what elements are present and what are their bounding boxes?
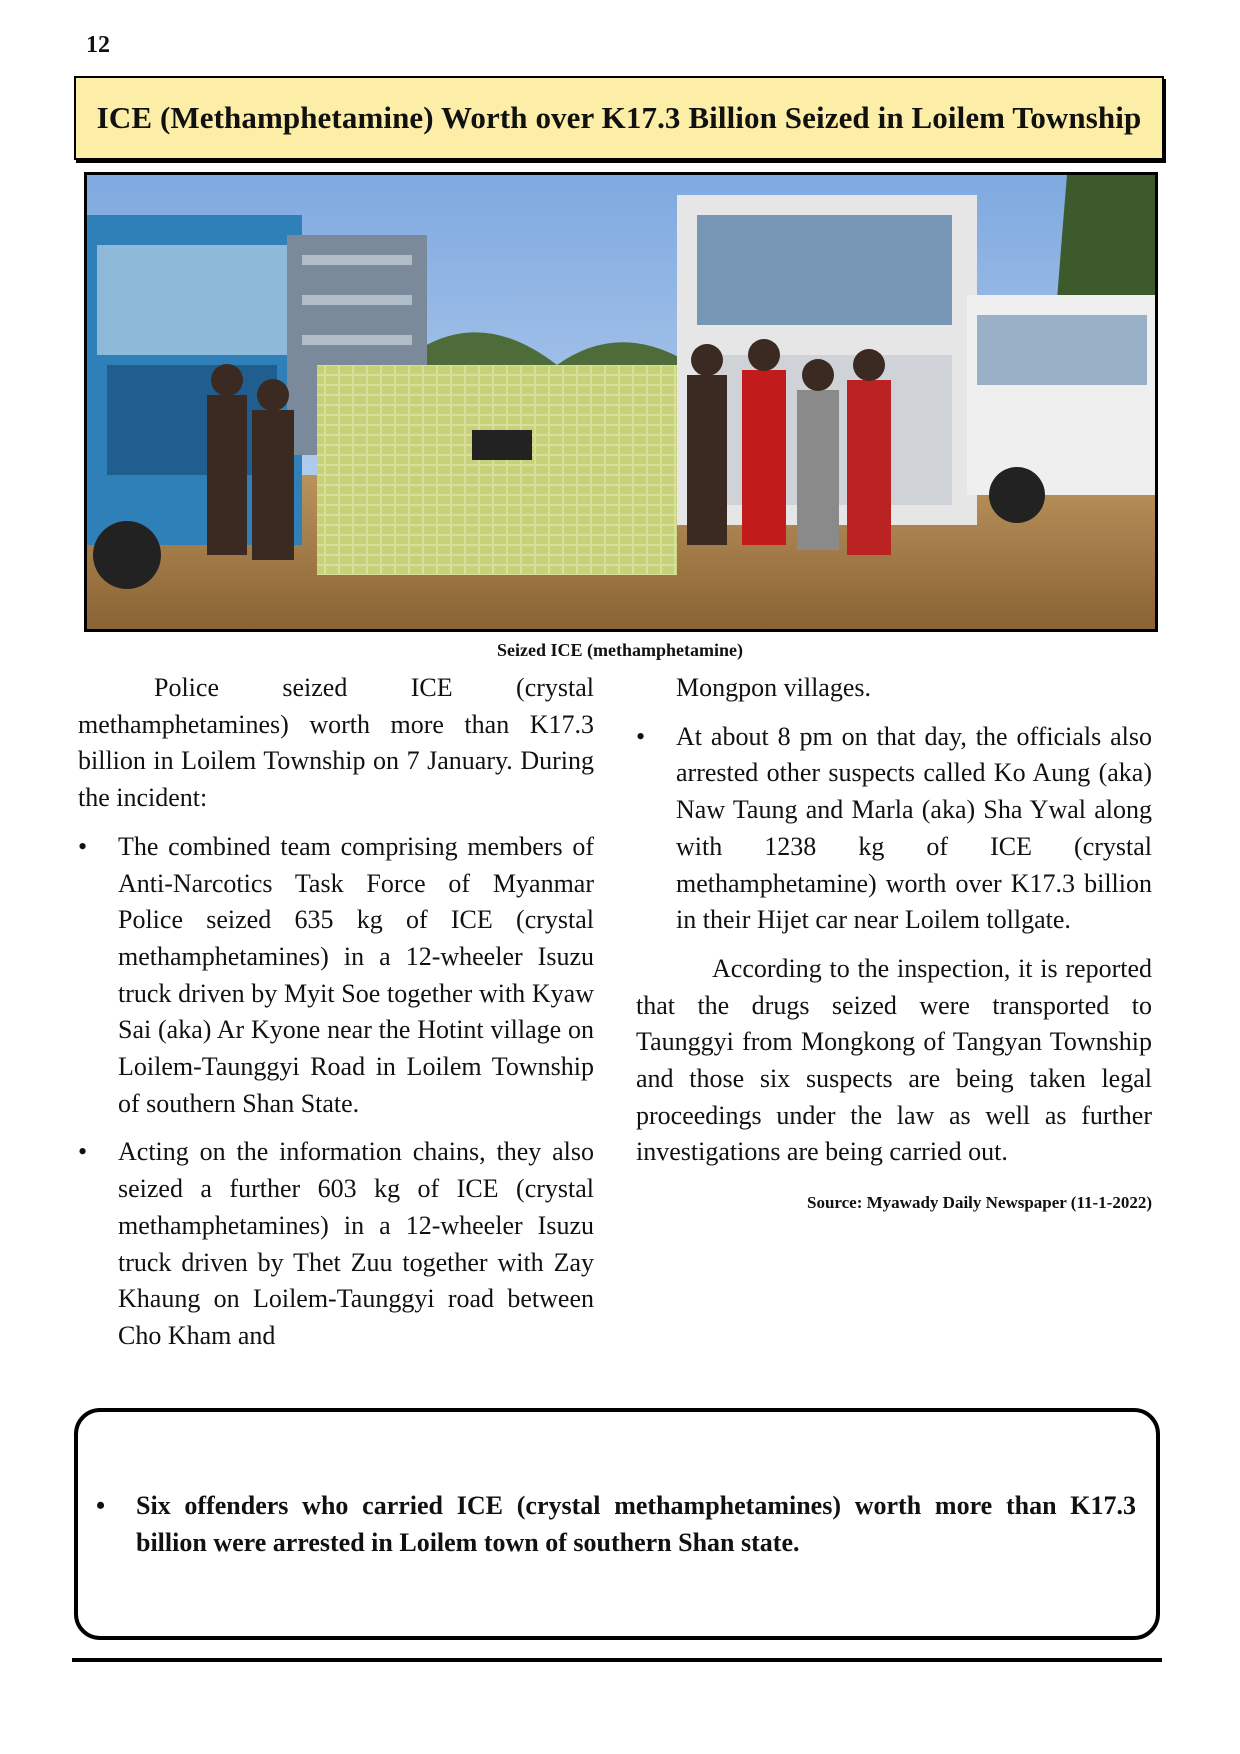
article-bullet-2: • Acting on the information chains, they also seized a further 603 kg of ICE (crystal methamphetamines) in a 12-wheeler Isuzu truck driven by Thet Zuu together with Zay Khaung on Loilem-Taunggyi road between Cho Kham and (78, 1134, 594, 1354)
article-bullet-list-continued (636, 719, 1152, 939)
title-banner (74, 76, 1164, 160)
photo-caption: Seized ICE (methamphetamine) (497, 640, 743, 660)
news-photo-trucks-and-seized-drugs-icon (87, 175, 1155, 629)
article-column-right (636, 670, 1152, 1222)
news-photo (84, 172, 1158, 632)
summary-point: • Six offenders who carried ICE (crystal methamphetamines) worth more than K17.3 billion were arrested in Loilem town of southern Shan state. (96, 1487, 1136, 1561)
page-number: 12 (86, 32, 110, 58)
article-source: Source: Myawady Daily Newspaper (11-1-2022) (806, 1193, 1152, 1213)
page-title: ICE (Methamphetamine) Worth over K17.3 Billion Seized in Loilem Township (96, 100, 1142, 135)
article-closing: According to the inspection, it is reported that the drugs seized were transported to Taunggyi from Mongkong of Tangyan Township and those six suspects are being taken legal proceedings under the law as well as further investigations are being carried out. (636, 953, 1152, 1167)
article-column-left (78, 670, 594, 1367)
article-intro: Police seized ICE (crystal methamphetamines) worth more than K17.3 billion in Loilem Township on 7 January. During the incident: (78, 673, 594, 813)
summary-list (96, 1487, 1136, 1561)
summary-box (74, 1408, 1160, 1640)
article-bullet-3: • At about 8 pm on that day, the officials also arrested other suspects called Ko Aung (aka) Naw Taung and Marla (aka) Sha Ywal along with 1238 kg of ICE (crystal methamphetamine) worth over K17.3 billion in their Hijet car near Loilem tollgate. (636, 719, 1152, 939)
article-bullet-2-continuation: Mongpon villages. (676, 673, 871, 702)
bottom-divider (72, 1658, 1162, 1662)
article-bullet-1: • The combined team comprising members of Anti-Narcotics Task Force of Myanmar Police seized 635 kg of ICE (crystal methamphetamines) in a 12-wheeler Isuzu truck driven by Myit Soe together with Kyaw Sai (aka) Ar Kyone near the Hotint village on Loilem-Taunggyi Road in Loilem Township of southern Shan State. (78, 829, 594, 1123)
article-bullet-list (78, 829, 594, 1355)
